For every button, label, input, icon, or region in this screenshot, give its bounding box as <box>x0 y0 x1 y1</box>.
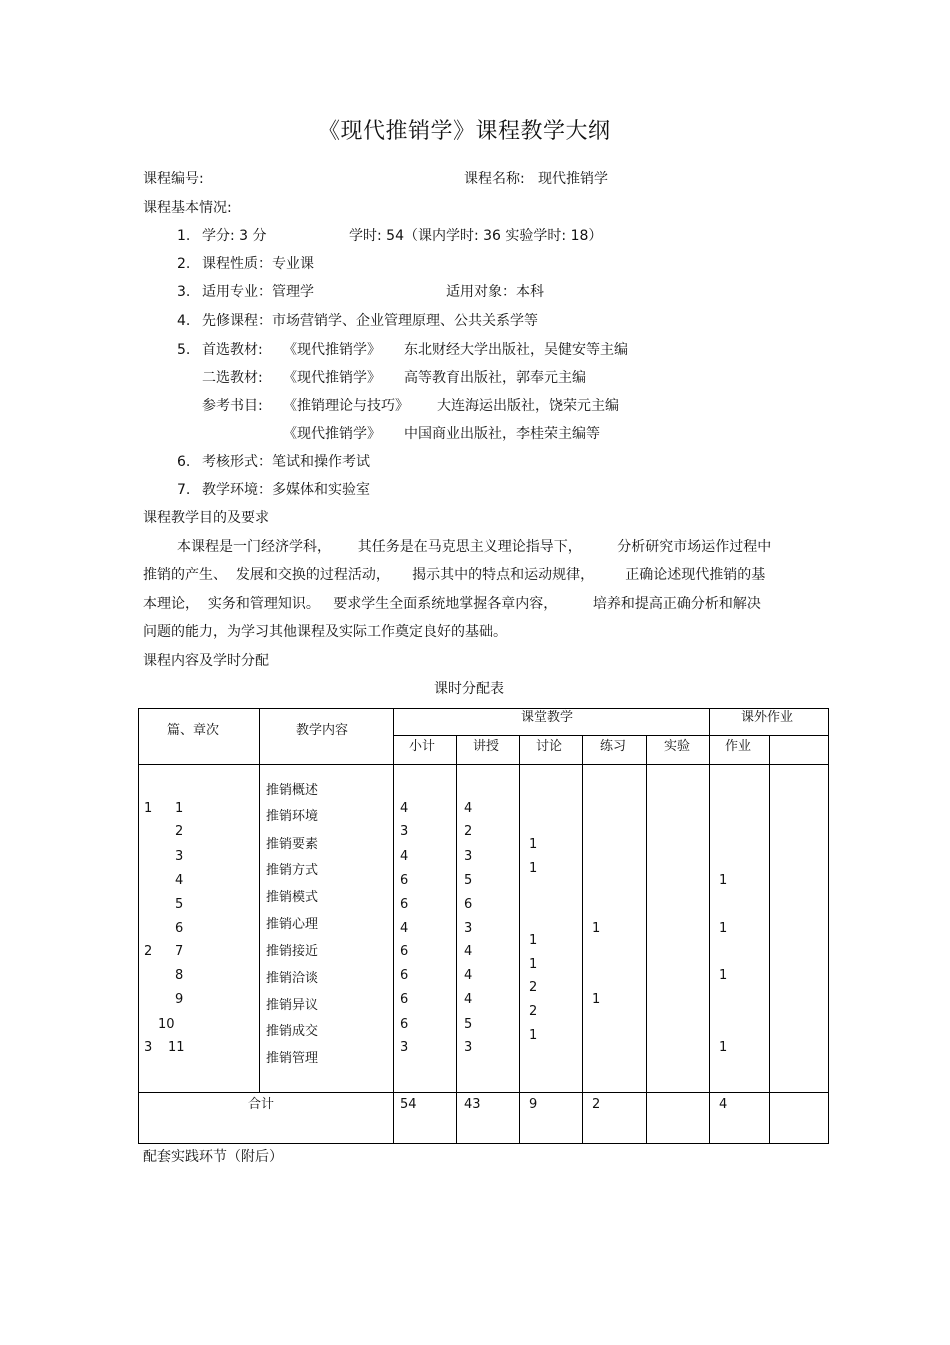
table-border-right <box>828 708 829 1144</box>
table-border-top <box>138 708 829 709</box>
chapter-num: 1 <box>175 801 184 816</box>
subtotal-value: 4 <box>400 849 409 864</box>
lecture-value: 6 <box>464 897 473 912</box>
chapter-num: 7 <box>175 944 184 959</box>
subtotal-value: 3 <box>400 1040 409 1055</box>
table-line <box>393 708 394 1144</box>
ref2-pub: 中国商业出版社，李桂荣主编等 <box>404 426 600 442</box>
subtotal-value: 6 <box>400 897 409 912</box>
homework-value: 1 <box>719 921 728 936</box>
discussion-value: 1 <box>529 933 538 948</box>
lecture-value: 3 <box>464 921 473 936</box>
discussion-value: 1 <box>529 1028 538 1043</box>
chapter-num: 11 <box>168 1040 185 1055</box>
chapter-num: 3 <box>175 849 184 864</box>
prereq-num: 4. <box>177 313 191 329</box>
total-homework: 4 <box>719 1097 728 1112</box>
textbook2-book: 《现代推销学》 <box>283 370 381 386</box>
ref1-label: 参考书目: <box>202 398 263 414</box>
subtotal-value: 6 <box>400 873 409 888</box>
subtotal-value: 6 <box>400 1017 409 1032</box>
table-line <box>709 708 710 1144</box>
lecture-value: 3 <box>464 849 473 864</box>
lecture-value: 4 <box>464 801 473 816</box>
topic: 推销异议 <box>266 998 319 1013</box>
discussion-value: 1 <box>529 957 538 972</box>
part-label: 3 <box>144 1040 153 1055</box>
nature-text: 课程性质：专业课 <box>202 256 314 272</box>
table-border-left <box>138 708 139 1144</box>
practice-value: 1 <box>592 992 601 1007</box>
course-code-label: 课程编号: <box>143 171 204 187</box>
chapter-num: 4 <box>175 873 184 888</box>
subtotal-value: 4 <box>400 801 409 816</box>
subtotal-value: 6 <box>400 944 409 959</box>
chapter-num: 2 <box>175 824 184 839</box>
objectives-line: 问题的能力，为学习其他课程及实际工作奠定良好的基础。 <box>143 624 507 640</box>
topic: 推销概述 <box>266 783 319 798</box>
practice-value: 1 <box>592 921 601 936</box>
topic: 推销方式 <box>266 863 319 878</box>
table-line <box>138 1092 829 1093</box>
credit-text: 学分: 3 分 <box>202 228 267 244</box>
objectives-line: 本理论， 实务和管理知识。 要求学生全面系统地掌握各章内容， 培养和提高正确分析和解决 <box>143 596 761 612</box>
topic: 推销洽谈 <box>266 971 319 986</box>
ref1-book: 《推销理论与技巧》 <box>283 398 409 414</box>
textbook1-label: 首选教材: <box>202 342 263 358</box>
env-num: 7. <box>177 482 191 498</box>
page-title: 《现代推销学》课程教学大纲 <box>318 119 611 144</box>
textbook2-label: 二选教材: <box>202 370 263 386</box>
header-homework: 作业 <box>724 739 752 754</box>
objectives-heading: 课程教学目的及要求 <box>143 510 269 526</box>
discussion-value: 1 <box>529 861 538 876</box>
chapter-num: 6 <box>175 921 184 936</box>
chapter-num: 9 <box>175 992 184 1007</box>
homework-value: 1 <box>719 1040 728 1055</box>
exam-num: 6. <box>177 454 191 470</box>
header-classroom: 课堂教学 <box>520 710 574 725</box>
textbook1-book: 《现代推销学》 <box>283 342 381 358</box>
header-homework-group: 课外作业 <box>740 710 794 725</box>
practice-section-heading: 配套实践环节（附后） <box>143 1149 283 1165</box>
textbook1-num: 5. <box>177 342 191 358</box>
subtotal-value: 4 <box>400 921 409 936</box>
subtotal-value: 6 <box>400 968 409 983</box>
lecture-value: 5 <box>464 1017 473 1032</box>
lecture-value: 4 <box>464 992 473 1007</box>
objectives-line: 推销的产生、 发展和交换的过程活动， 揭示其中的特点和运动规律， 正确论述现代推销的基 <box>143 567 766 583</box>
content-heading: 课程内容及学时分配 <box>143 653 269 669</box>
discussion-value: 2 <box>529 1004 538 1019</box>
header-discussion: 讨论 <box>535 739 563 754</box>
objectives-line: 本课程是一门经济学科， 其任务是在马克思主义理论指导下， 分析研究市场运作过程中 <box>177 539 772 555</box>
table-line <box>138 764 829 765</box>
header-content: 教学内容 <box>295 723 349 738</box>
table-line <box>582 735 583 1144</box>
topic: 推销心理 <box>266 917 319 932</box>
table-line <box>769 735 770 1144</box>
table-caption: 课时分配表 <box>434 681 504 697</box>
lecture-value: 5 <box>464 873 473 888</box>
env-text: 教学环境：多媒体和实验室 <box>202 482 370 498</box>
part-label: 2 <box>144 944 153 959</box>
topic: 推销接近 <box>266 944 319 959</box>
subtotal-value: 3 <box>400 824 409 839</box>
audience-text: 适用对象：本科 <box>446 284 544 300</box>
hours-text: 学时: 54（课内学时: 36 实验学时: 18） <box>349 228 603 244</box>
credit-num: 1. <box>177 228 191 244</box>
ref1-pub: 大连海运出版社，饶荣元主编 <box>437 398 619 414</box>
header-subtotal: 小计 <box>408 739 436 754</box>
total-discussion: 9 <box>529 1097 538 1112</box>
prereq-text: 先修课程：市场营销学、企业管理原理、公共关系学等 <box>202 313 538 329</box>
chapter-num: 5 <box>175 897 184 912</box>
part-label: 1 <box>144 801 153 816</box>
homework-value: 1 <box>719 968 728 983</box>
table-border-bottom <box>138 1143 829 1144</box>
topic: 推销要素 <box>266 837 319 852</box>
lecture-value: 2 <box>464 824 473 839</box>
table-line <box>393 735 829 736</box>
major-text: 适用专业：管理学 <box>202 284 314 300</box>
chapter-num: 10 <box>158 1017 175 1032</box>
basic-info-heading: 课程基本情况: <box>143 200 232 216</box>
topic: 推销管理 <box>266 1051 319 1066</box>
ref2-book: 《现代推销学》 <box>283 426 381 442</box>
total-practice: 2 <box>592 1097 601 1112</box>
major-num: 3. <box>177 284 191 300</box>
table-line <box>646 735 647 1144</box>
header-chapter: 篇、章次 <box>166 723 220 738</box>
table-line <box>456 735 457 1144</box>
topic: 推销环境 <box>266 809 319 824</box>
topic: 推销成交 <box>266 1024 319 1039</box>
header-experiment: 实验 <box>663 739 691 754</box>
discussion-value: 2 <box>529 980 538 995</box>
table-line <box>259 708 260 1092</box>
total-label: 合计 <box>248 1097 275 1112</box>
header-lecture: 讲授 <box>472 739 500 754</box>
textbook2-pub: 高等教育出版社，郭奉元主编 <box>404 370 586 386</box>
header-practice: 练习 <box>599 739 627 754</box>
homework-value: 1 <box>719 873 728 888</box>
nature-num: 2. <box>177 256 191 272</box>
course-name-label: 课程名称: <box>464 171 525 187</box>
course-name-value: 现代推销学 <box>538 171 608 187</box>
total-lecture: 43 <box>464 1097 481 1112</box>
lecture-value: 4 <box>464 968 473 983</box>
discussion-value: 1 <box>529 837 538 852</box>
chapter-num: 8 <box>175 968 184 983</box>
table-line <box>519 735 520 1144</box>
exam-text: 考核形式：笔试和操作考试 <box>202 454 370 470</box>
topic: 推销模式 <box>266 890 319 905</box>
lecture-value: 3 <box>464 1040 473 1055</box>
textbook1-pub: 东北财经大学出版社，吴健安等主编 <box>404 342 628 358</box>
subtotal-value: 6 <box>400 992 409 1007</box>
lecture-value: 4 <box>464 944 473 959</box>
total-subtotal: 54 <box>400 1097 417 1112</box>
